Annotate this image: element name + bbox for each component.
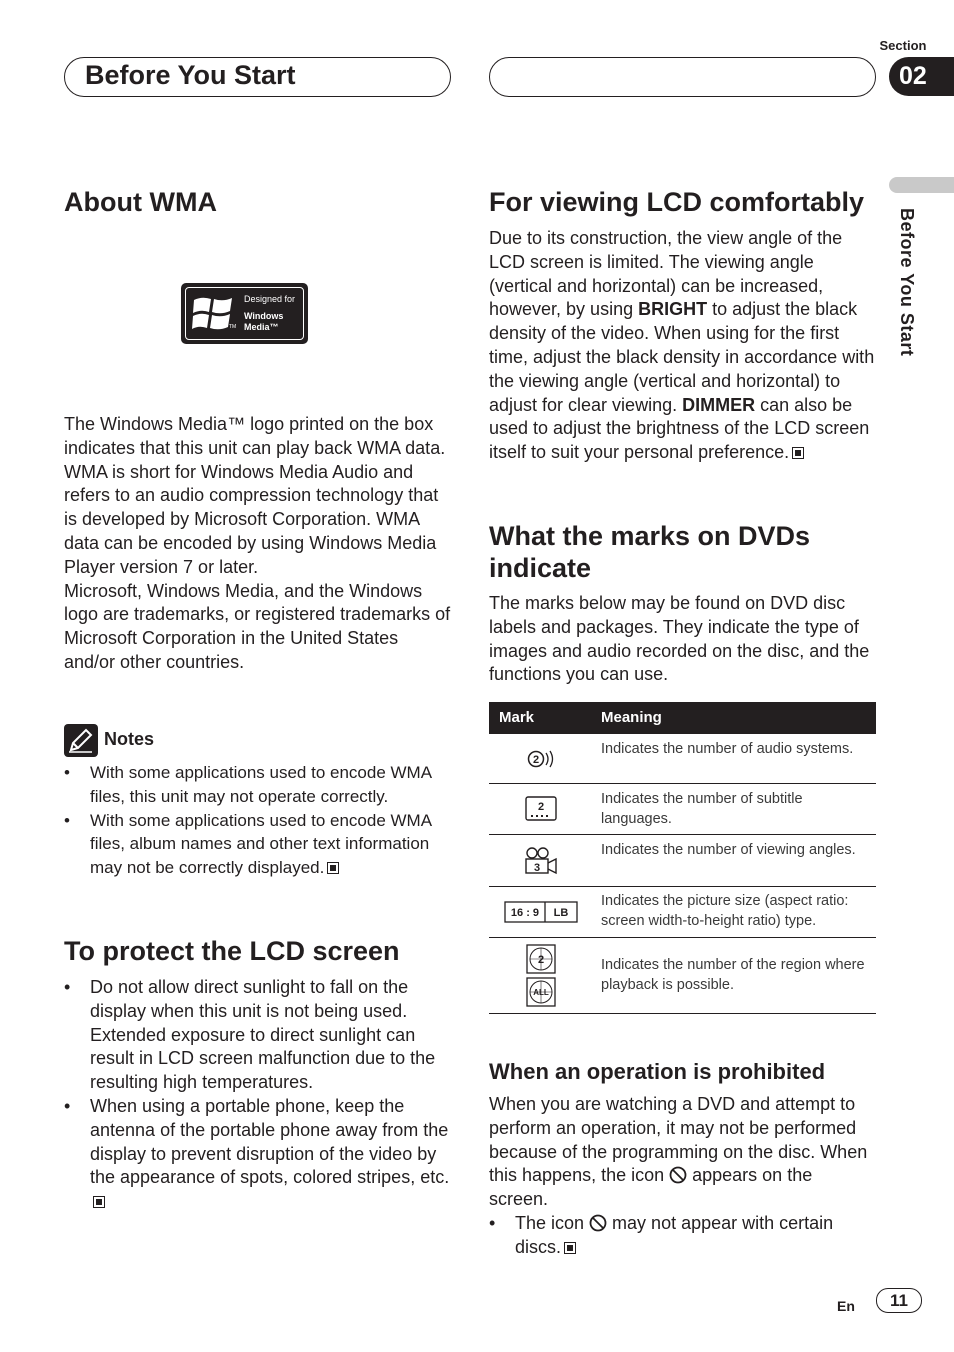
letterbox-symbol: LB [553,907,568,919]
about-wma-para-2: WMA is short for Windows Media Audio and refers to an audio compression technology that is developed by Microsoft Corporation. WMA data can be encoded by using Windows Media Player version 7 or later. [64,461,439,577]
region-number-symbol: 2 [537,953,544,966]
prohibited-item-text: may not appear with certain discs. [515,1213,834,1257]
dvd-marks-intro: The marks below may be found on DVD disc labels and packages. They indicate the type of images and audio recorded on the disc, and the functions you can use. [489,593,870,685]
protect-lcd-heading: To protect the LCD screen [64,936,400,966]
logo-tm: TM [229,324,237,330]
prohibited-body [489,1093,876,1212]
protect-lcd-item-text: When using a portable phone, keep the antenna of the portable phone away from the display to prevent disruption of the video by the appearance of spots, colored stripes, etc. [90,1095,450,1188]
notes-item-text: With some applications used to encode WMA files, this unit may not operate correctly. [90,763,432,806]
prohibited-text: appears on the screen. [489,1165,813,1210]
protect-lcd-item [64,1095,452,1214]
table-row [489,887,876,938]
row-meaning: Indicates the picture size (aspect ratio: screen width-to-height ratio) type. [601,893,849,929]
dimmer-label: DIMMER [682,394,756,415]
end-mark-icon [327,862,339,874]
header-title-box [64,57,451,97]
row-meaning: Indicates the number of audio systems. [601,741,854,757]
logo-text-windows: Windows [244,311,284,321]
header-blank-box [489,57,876,97]
subtitle-languages-icon [489,784,592,834]
logo-text-media: Media™ [244,322,279,332]
notes-item [64,761,450,809]
prohibited-item-text: The icon [515,1213,590,1233]
viewing-lcd-body [489,227,876,465]
notes-heading: Notes [104,729,155,749]
row-meaning: Indicates the number of the region where playback is possible. [601,957,865,993]
notes-item-text: With some applications used to encode WMA files, album names and other text information may not be correctly displayed. [90,810,432,878]
notes-item [64,809,450,880]
aspect-ratio-symbol: 16 : 9 [510,907,539,919]
dvd-marks-heading: What the marks on DVDs indicate [489,521,811,583]
table-row [489,734,876,784]
dvd-marks-table [489,702,876,1014]
section-number-badge: 02 [889,57,954,96]
aspect-ratio-icon [489,887,592,937]
col-meaning-header: Meaning [601,709,662,726]
subtitle-languages-symbol: 2 [537,801,544,813]
region-all-symbol: ALL [532,987,549,997]
region-icon [489,938,592,1013]
viewing-lcd-heading: For viewing LCD comfortably [489,187,865,217]
table-row [489,835,876,887]
windows-media-logo [181,283,308,344]
page-number: 11 [876,1288,922,1313]
end-mark-icon [93,1196,105,1208]
prohibited-text: When you are watching a DVD and attempt to perform an operation, it may not be performed because of the programming on the disc. When this happens, the icon [489,1094,868,1186]
viewing-angles-symbol: 3 [533,861,540,874]
section-label: Section [879,38,927,53]
protect-lcd-item [64,976,452,1095]
header-title: Before You Start [85,60,296,90]
audio-systems-icon [489,734,592,783]
prohibited-heading: When an operation is prohibited [489,1059,826,1084]
viewing-lcd-text: can also be used to adjust the brightness of the LCD screen itself to suit your personal preference. [489,394,870,463]
about-wma-para-1: The Windows Media™ logo printed on the box indicates that this unit can play back WMA data. [64,414,446,458]
end-mark-icon [792,447,804,459]
side-tab-label: Before You Start [897,208,917,357]
col-mark-header: Mark [499,709,535,726]
about-wma-body [64,413,452,675]
prohibited-list [489,1212,876,1260]
table-row [489,784,876,835]
prohibited-icon [589,1214,607,1232]
footer-language: En [837,1298,855,1314]
viewing-angles-icon [489,835,592,886]
table-row [489,938,876,1014]
prohibited-icon [669,1166,687,1184]
about-wma-heading: About WMA [64,187,217,217]
table-header [489,702,876,734]
end-mark-icon [564,1242,576,1254]
viewing-lcd-text: to adjust the black density of the video. When using for the first time, adjust the black density in accordance with the viewing angle (vertical and horizontal) to adjust for clear viewing. [489,299,875,415]
logo-text-designed-for: Designed for [244,294,296,304]
side-tab-bar [889,177,954,193]
row-meaning: Indicates the number of viewing angles. [601,842,856,858]
prohibited-item [489,1212,876,1260]
bright-label: BRIGHT [638,299,708,320]
audio-systems-symbol: 2 [532,753,539,766]
viewing-lcd-text: Due to its construction, the view angle of the LCD screen is limited. The viewing angle (vertical and horizontal) can be increased, however, by using [489,228,843,320]
notes-list [64,761,450,880]
protect-lcd-list [64,976,452,1214]
about-wma-para-3: Microsoft, Windows Media, and the Windows logo are trademarks, or registered trademarks of Microsoft Corporation in the United States and/or other countries. [64,580,451,672]
protect-lcd-item-text: Do not allow direct sunlight to fall on the display when this unit is not being used. Extended exposure to direct sunlight can result in LCD screen malfunction due to the resulting high temperatures. [90,977,436,1093]
notes-pencil-icon [64,724,98,757]
row-meaning: Indicates the number of subtitle languages. [601,791,803,827]
